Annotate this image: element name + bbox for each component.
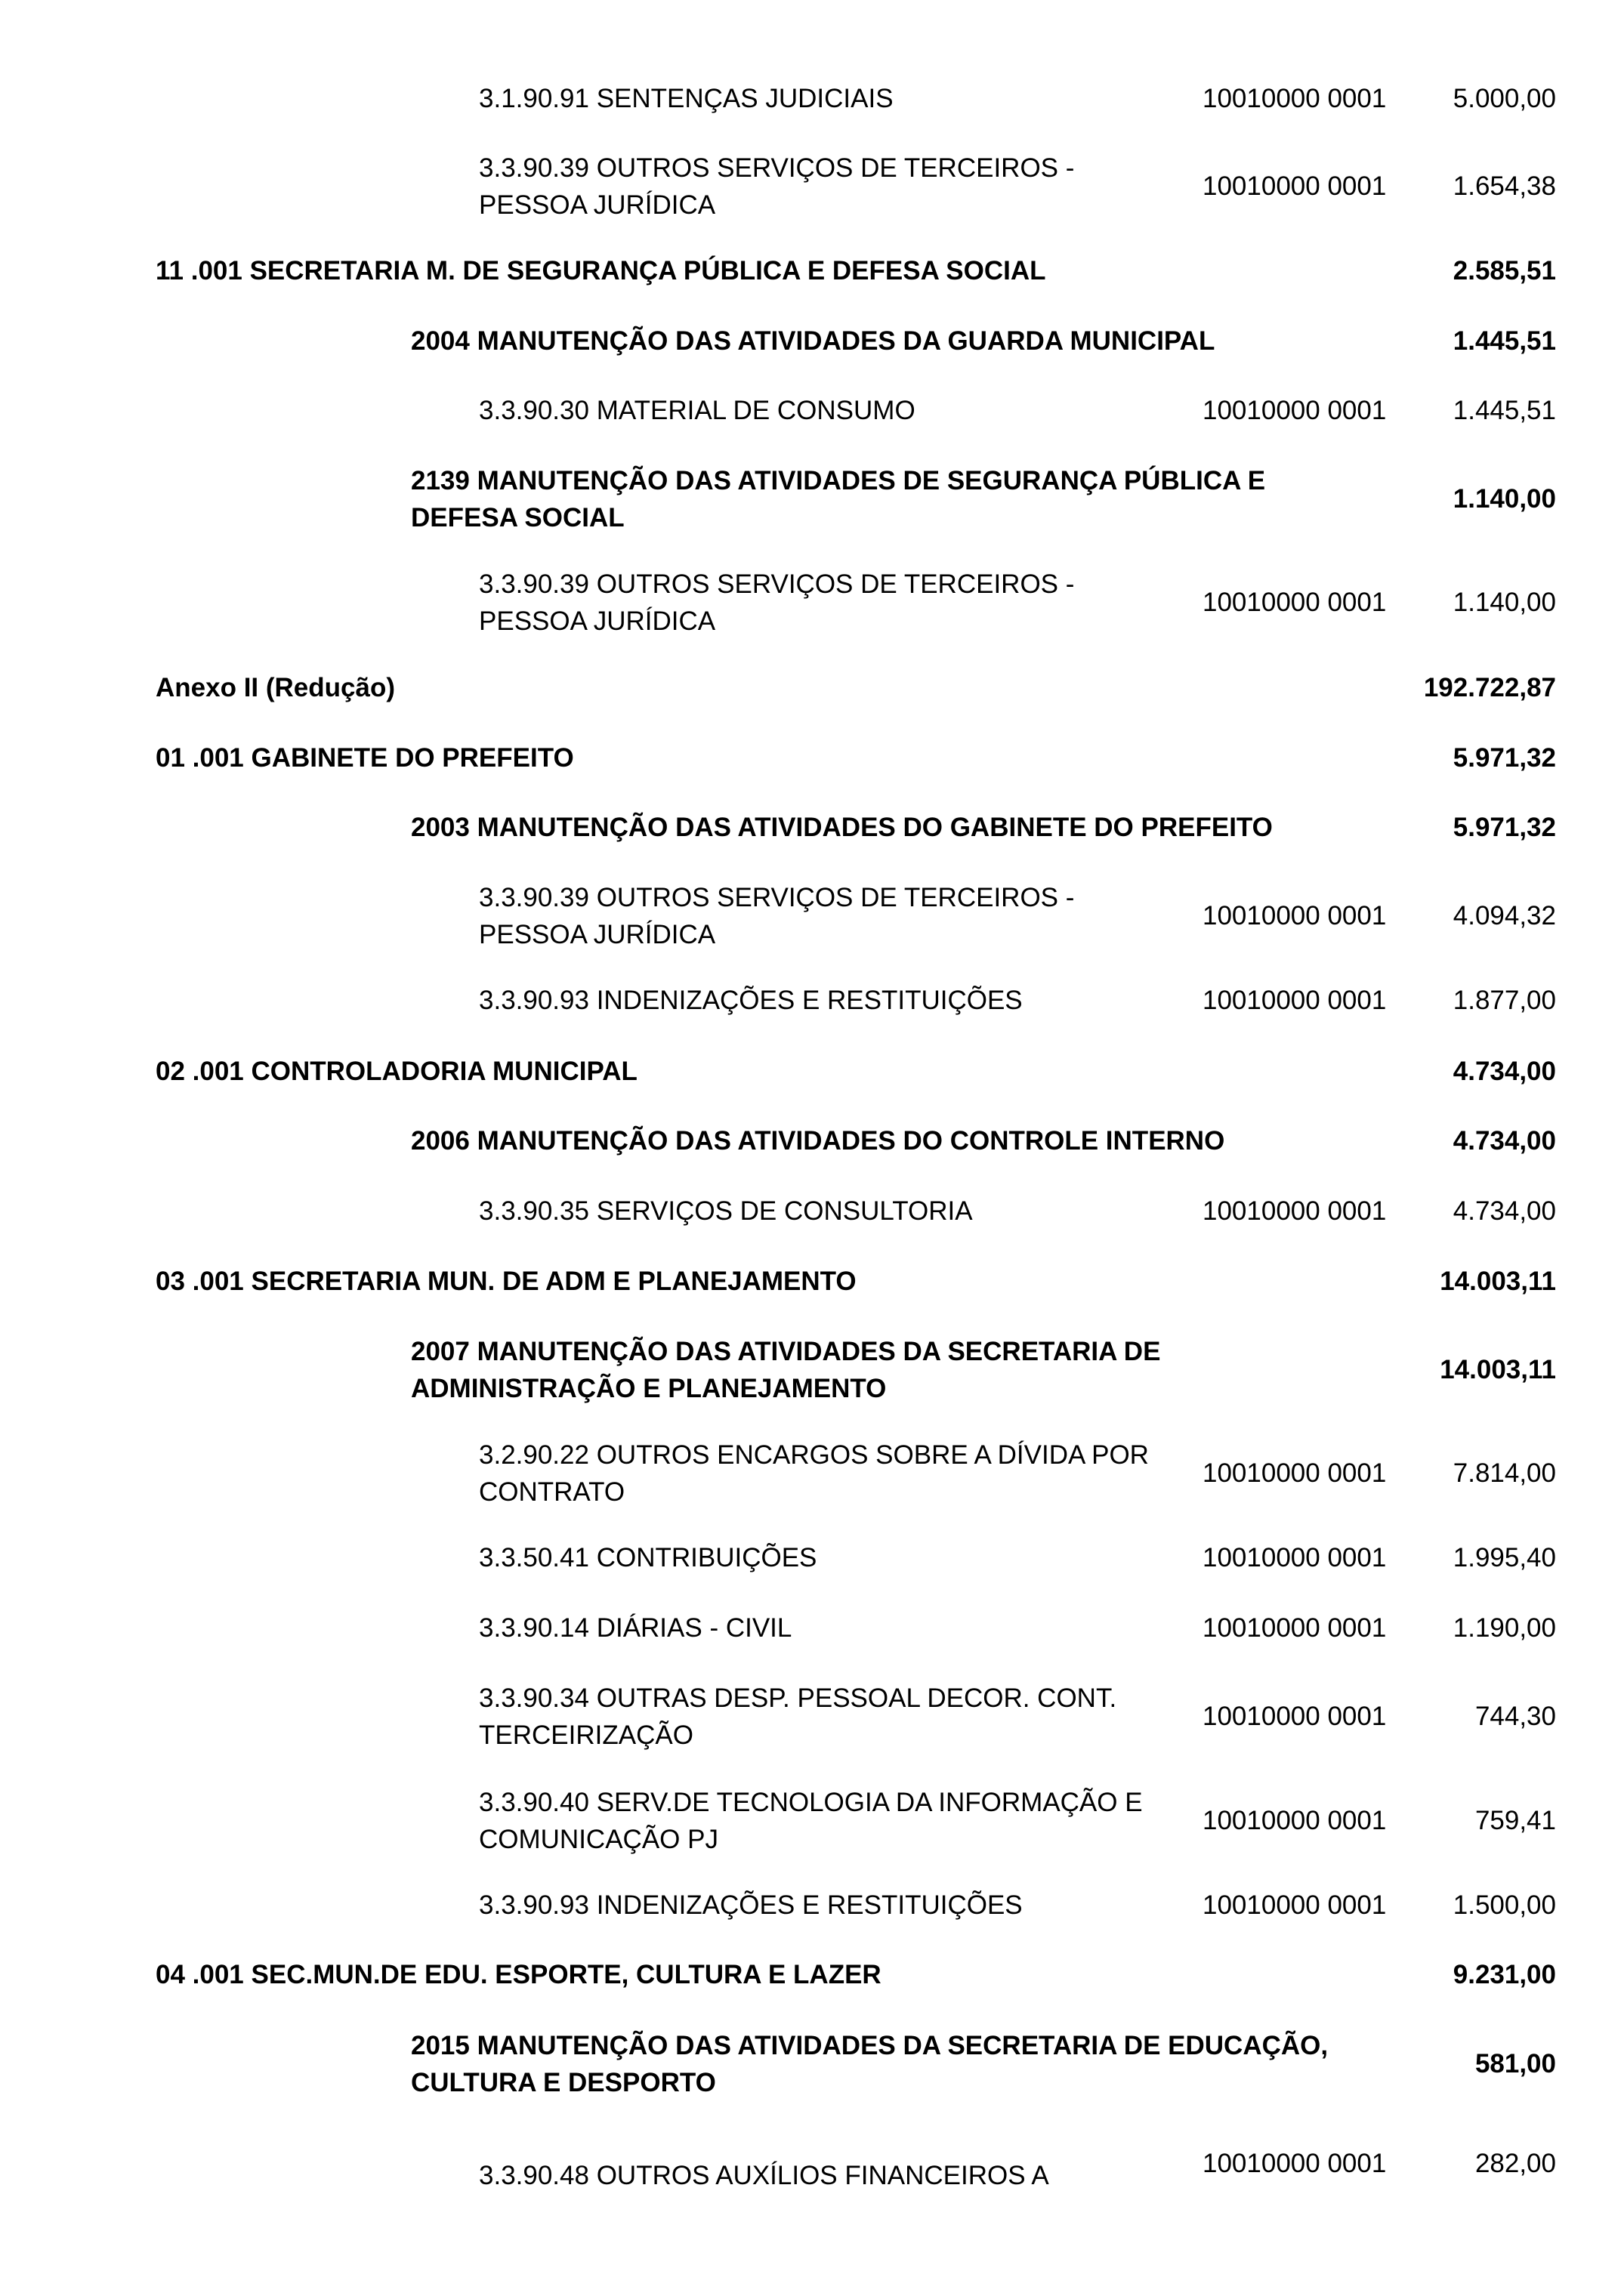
row-source-code: 10010000 0001 <box>1203 1458 1387 1488</box>
row-value: 581,00 <box>1474 2049 1556 2078</box>
row-value: 4.094,32 <box>1453 901 1556 930</box>
row-value: 5.000,00 <box>1453 84 1556 113</box>
row-value: 744,30 <box>1474 1702 1556 1731</box>
row-value: 9.231,00 <box>1453 1960 1556 1989</box>
row-description: 01 .001 GABINETE DO PREFEITO <box>156 743 574 773</box>
row-source-code: 10010000 0001 <box>1203 1613 1387 1643</box>
row-description: 2004 MANUTENÇÃO DAS ATIVIDADES DA GUARDA MUNICIPAL <box>411 326 1215 356</box>
row-value: 4.734,00 <box>1453 1126 1556 1156</box>
row-value: 1.500,00 <box>1453 1890 1556 1920</box>
row-description: 11 .001 SECRETARIA M. DE SEGURANÇA PÚBLICA E DEFESA SOCIAL <box>156 256 1046 285</box>
row-value: 5.971,32 <box>1453 743 1556 773</box>
row-description: 3.3.90.40 SERV.DE TECNOLOGIA DA INFORMAÇÃO E COMUNICAÇÃO PJ <box>479 1788 1143 1854</box>
row-description: 3.3.90.30 MATERIAL DE CONSUMO <box>479 396 915 425</box>
row-description: 2139 MANUTENÇÃO DAS ATIVIDADES DE SEGURANÇA PÚBLICA E DEFESA SOCIAL <box>411 466 1266 532</box>
row-value: 14.003,11 <box>1440 1355 1556 1384</box>
row-value: 1.190,00 <box>1453 1613 1556 1643</box>
row-source-code: 10010000 0001 <box>1203 84 1387 113</box>
row-source-code: 10010000 0001 <box>1203 396 1387 425</box>
row-description: 3.3.90.14 DIÁRIAS - CIVIL <box>479 1613 792 1643</box>
row-source-code: 10010000 0001 <box>1203 1890 1387 1920</box>
row-value: 4.734,00 <box>1453 1196 1556 1226</box>
row-description: 3.3.90.93 INDENIZAÇÕES E RESTITUIÇÕES <box>479 1890 1023 1920</box>
row-source-code: 10010000 0001 <box>1203 986 1387 1015</box>
row-value: 5.971,32 <box>1453 813 1556 842</box>
row-description: 2003 MANUTENÇÃO DAS ATIVIDADES DO GABINETE DO PREFEITO <box>411 813 1273 842</box>
row-value: 14.003,11 <box>1440 1267 1556 1296</box>
row-source-code: 10010000 0001 <box>1203 1543 1387 1572</box>
row-description: 2015 MANUTENÇÃO DAS ATIVIDADES DA SECRETARIA DE EDUCAÇÃO, CULTURA E DESPORTO <box>411 2031 1329 2097</box>
row-value: 759,41 <box>1474 1806 1556 1835</box>
row-description: 02 .001 CONTROLADORIA MUNICIPAL <box>156 1057 638 1086</box>
row-description: 3.2.90.22 OUTROS ENCARGOS SOBRE A DÍVIDA POR CONTRATO <box>479 1440 1149 1507</box>
row-source-code: 10010000 0001 <box>1203 588 1387 617</box>
row-description: 03 .001 SECRETARIA MUN. DE ADM E PLANEJAMENTO <box>156 1267 857 1296</box>
row-description: Anexo II (Redução) <box>156 673 395 702</box>
row-source-code: 10010000 0001 <box>1203 171 1387 201</box>
row-source-code: 10010000 0001 <box>1203 2149 1387 2178</box>
row-description: 3.3.90.48 OUTROS AUXÍLIOS FINANCEIROS A <box>479 2161 1049 2190</box>
row-description: 3.1.90.91 SENTENÇAS JUDICIAIS <box>479 84 894 113</box>
row-value: 1.877,00 <box>1453 986 1556 1015</box>
row-source-code: 10010000 0001 <box>1203 1806 1387 1835</box>
row-description: 3.3.90.39 OUTROS SERVIÇOS DE TERCEIROS - PESSOA JURÍDICA <box>479 883 1075 949</box>
row-value: 1.140,00 <box>1453 484 1556 514</box>
row-value: 192.722,87 <box>1423 673 1556 702</box>
row-source-code: 10010000 0001 <box>1203 1196 1387 1226</box>
row-description: 04 .001 SEC.MUN.DE EDU. ESPORTE, CULTURA E LAZER <box>156 1960 881 1989</box>
row-description: 3.3.90.35 SERVIÇOS DE CONSULTORIA <box>479 1196 973 1226</box>
row-source-code: 10010000 0001 <box>1203 901 1387 930</box>
row-description: 3.3.90.93 INDENIZAÇÕES E RESTITUIÇÕES <box>479 986 1023 1015</box>
row-value: 7.814,00 <box>1453 1458 1556 1488</box>
row-value: 2.585,51 <box>1453 256 1556 285</box>
row-value: 1.445,51 <box>1453 396 1556 425</box>
row-value: 1.445,51 <box>1453 326 1556 356</box>
row-source-code: 10010000 0001 <box>1203 1702 1387 1731</box>
row-value: 282,00 <box>1474 2149 1556 2178</box>
row-description: 3.3.90.39 OUTROS SERVIÇOS DE TERCEIROS - PESSOA JURÍDICA <box>479 569 1075 636</box>
row-description: 2006 MANUTENÇÃO DAS ATIVIDADES DO CONTROLE INTERNO <box>411 1126 1225 1156</box>
row-value: 4.734,00 <box>1453 1057 1556 1086</box>
row-description: 3.3.50.41 CONTRIBUIÇÕES <box>479 1543 817 1572</box>
row-description: 3.3.90.34 OUTRAS DESP. PESSOAL DECOR. CONT. TERCEIRIZAÇÃO <box>479 1683 1117 1750</box>
row-value: 1.140,00 <box>1453 588 1556 617</box>
row-description: 2007 MANUTENÇÃO DAS ATIVIDADES DA SECRETARIA DE ADMINISTRAÇÃO E PLANEJAMENTO <box>411 1337 1161 1403</box>
row-description: 3.3.90.39 OUTROS SERVIÇOS DE TERCEIROS - PESSOA JURÍDICA <box>479 153 1075 220</box>
row-value: 1.995,40 <box>1453 1543 1556 1572</box>
row-value: 1.654,38 <box>1453 171 1556 201</box>
